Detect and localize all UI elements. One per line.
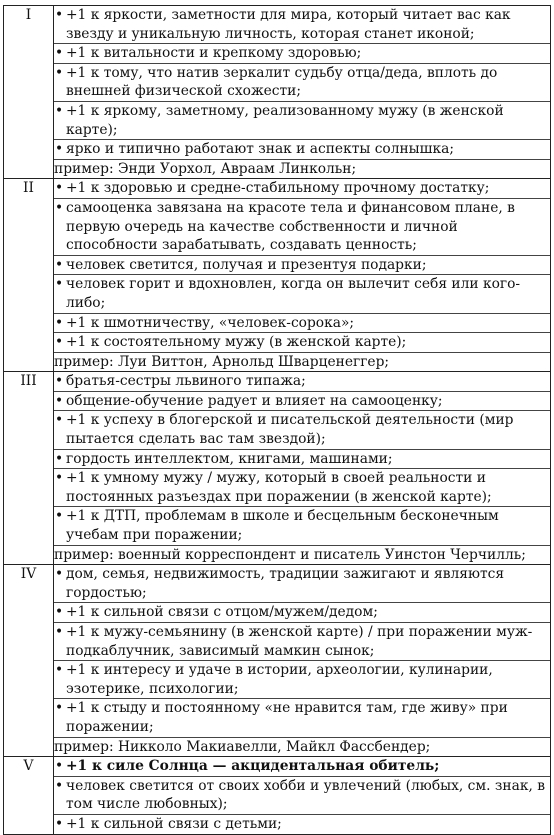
list-item-text: +1 к яркости, заметности для мира, который читает вас как звезду и уникальную личность, которая станет иконой; — [66, 7, 511, 42]
bullet-icon: • — [55, 7, 64, 23]
bullet-icon: • — [55, 45, 64, 62]
bullet-icon: • — [55, 334, 64, 351]
list-item — [54, 314, 550, 334]
bullet-icon: • — [55, 199, 64, 216]
house-item-list — [54, 565, 550, 736]
bullet-icon: • — [55, 256, 64, 273]
house-numeral: V — [4, 757, 54, 834]
bullet-icon: • — [55, 450, 64, 467]
list-item-text: +1 к стыду и постоянному «не нравится там, где живу» при поражении; — [66, 700, 508, 735]
list-item-text: +1 к успеху в блогерской и писательской деятельности (мир пытается сделать вас там звездой); — [66, 412, 514, 448]
list-item — [54, 6, 550, 44]
house-description — [54, 565, 551, 757]
house-row — [4, 179, 551, 372]
bullet-icon: • — [55, 373, 64, 390]
list-item-text: +1 к силе Солнца — акцидентальная обитель; — [66, 758, 440, 775]
list-item-text: +1 к интересу и удаче в истории, археологии, кулинарии, эзотерике, психологии; — [66, 662, 493, 697]
bullet-icon: • — [55, 700, 64, 717]
bullet-icon: • — [55, 815, 64, 832]
house-description — [54, 372, 551, 565]
list-item-text: человек горит и вдохновлен, когда он вылечит себя или кого-либо; — [66, 276, 521, 311]
list-item-text: +1 к умному мужу / мужу, который в своей реальности и постоянных разъездах при поражении (в женской карте); — [66, 470, 492, 505]
bullet-icon: • — [55, 604, 64, 621]
list-item — [54, 64, 550, 102]
list-item — [54, 44, 550, 64]
bullet-icon: • — [55, 102, 64, 119]
example-line: пример: Энди Уорхол, Авраам Линкольн; — [54, 159, 550, 179]
list-item-text: +1 к состоятельному мужу (в женской карте); — [66, 334, 407, 351]
list-item — [54, 661, 550, 699]
example-line: пример: Луи Виттон, Арнольд Шварценеггер; — [54, 352, 550, 372]
bullet-icon: • — [55, 64, 64, 81]
bullet-icon: • — [55, 624, 64, 640]
house-numeral: III — [4, 372, 54, 565]
bullet-icon: • — [55, 276, 64, 293]
list-item — [54, 603, 550, 623]
list-item-text: человек светится от своих хобби и увлечений (любых, см. знак, в том числе любовных); — [66, 777, 545, 813]
list-item — [54, 777, 550, 815]
list-item — [54, 757, 550, 777]
list-item — [54, 411, 550, 449]
list-item-text: общение-обучение радует и влияет на самооценку; — [66, 392, 443, 409]
list-item — [54, 372, 550, 392]
list-item — [54, 392, 550, 412]
list-item-text: дом, семья, недвижимость, традиции зажигают и являются гордостью; — [66, 566, 505, 601]
house-numeral: II — [4, 179, 54, 372]
bullet-icon: • — [55, 180, 64, 197]
list-item — [54, 140, 550, 159]
house-numeral: IV — [4, 565, 54, 757]
example-line: пример: военный корреспондент и писатель Уинстон Черчилль; — [54, 545, 550, 565]
bullet-icon: • — [55, 412, 64, 429]
list-item — [54, 565, 550, 603]
list-item — [54, 450, 550, 470]
bullet-icon: • — [55, 662, 64, 679]
list-item-text: +1 к сильной связи с детьми; — [66, 815, 282, 832]
list-item-text: +1 к мужу-семьянину (в женской карте) / при поражении муж-подкаблучник, зависимый мамкин сынок; — [66, 624, 533, 659]
list-item — [54, 102, 550, 140]
houses-table — [3, 5, 551, 835]
house-row — [4, 565, 551, 757]
list-item — [54, 469, 550, 507]
list-item-text: ярко и типично работают знак и аспекты солнышка; — [66, 141, 454, 158]
list-item — [54, 333, 550, 352]
list-item — [54, 815, 550, 834]
house-row — [4, 6, 551, 179]
house-description — [54, 179, 551, 372]
list-item — [54, 199, 550, 256]
house-item-list — [54, 757, 550, 833]
list-item-text: братья-сестры львиного типажа; — [66, 373, 306, 390]
bullet-icon: • — [55, 777, 64, 794]
bullet-icon: • — [55, 508, 64, 525]
house-item-list — [54, 179, 550, 351]
bullet-icon: • — [55, 314, 64, 331]
house-description — [54, 6, 551, 179]
list-item — [54, 623, 550, 661]
house-description — [54, 757, 551, 834]
list-item-text: +1 к здоровью и средне-стабильному прочному достатку; — [66, 180, 490, 197]
list-item — [54, 275, 550, 313]
house-row — [4, 757, 551, 834]
list-item-text: +1 к яркому, заметному, реализованному мужу (в женской карте); — [66, 102, 504, 138]
house-item-list — [54, 372, 550, 544]
bullet-icon: • — [55, 470, 64, 487]
house-numeral: I — [4, 6, 54, 179]
house-row — [4, 372, 551, 565]
list-item-text: человек светится, получая и презентуя подарки; — [66, 256, 427, 273]
house-item-list — [54, 6, 550, 159]
list-item — [54, 179, 550, 199]
list-item-text: самооценка завязана на красоте тела и финансовом плане, в первую очередь на качестве собственности и личной способности зарабатывать, создавать ценность; — [66, 199, 515, 254]
bullet-icon: • — [55, 392, 64, 409]
list-item-text: +1 к сильной связи с отцом/мужем/дедом; — [66, 604, 378, 621]
list-item-text: +1 к шмотничеству, «человек-сорока»; — [66, 314, 355, 331]
bullet-icon: • — [55, 141, 64, 158]
list-item — [54, 507, 550, 544]
list-item — [54, 699, 550, 736]
list-item-text: +1 к витальности и крепкому здоровью; — [66, 45, 362, 62]
list-item — [54, 256, 550, 276]
example-line: пример: Никколо Макиавелли, Майкл Фассбендер; — [54, 737, 550, 757]
list-item-text: +1 к ДТП, проблемам в школе и бесцельным бесконечным учебам при поражении; — [66, 508, 499, 544]
list-item-text: гордость интеллектом, книгами, машинами; — [66, 450, 393, 467]
bullet-icon: • — [55, 566, 64, 583]
list-item-text: +1 к тому, что натив зеркалит судьбу отца/деда, вплоть до внешней физической схожести; — [66, 64, 498, 100]
bullet-icon: • — [55, 758, 64, 775]
